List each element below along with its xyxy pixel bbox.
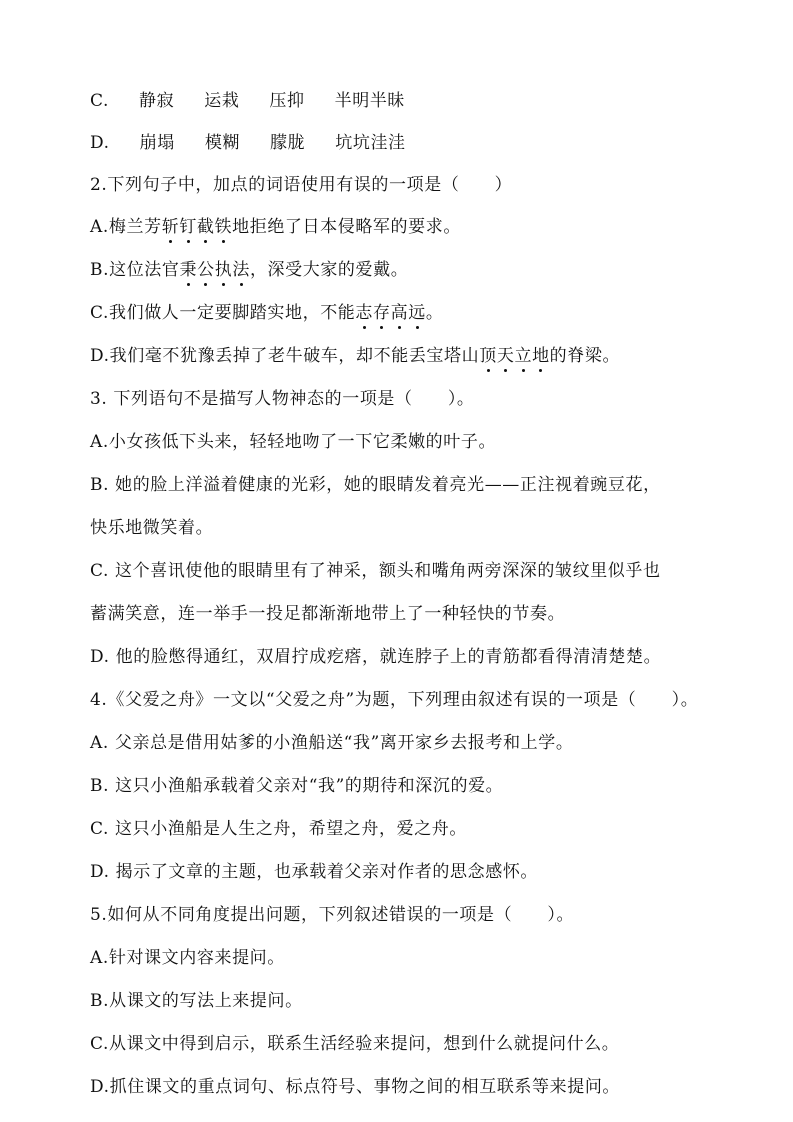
q1-option-c <box>90 86 435 111</box>
dotted-char: 法 <box>232 255 250 280</box>
q5-option-c: C.从课文中得到启示，联系生活经验来提问，想到什么就提问什么。 <box>90 1034 620 1054</box>
dotted-char: 铁 <box>215 212 233 237</box>
question-3-stem: 3. 下列语句不是描写人物神态的一项是（ ）。 <box>90 389 475 409</box>
question-5-stem: 5.如何从不同角度提出问题，下列叙述错误的一项是（ ）。 <box>90 905 575 925</box>
option-text: C.我们做人一定要脚踏实地，不能 <box>90 303 356 323</box>
dotted-char: 秉 <box>180 255 198 280</box>
q3-option-b-line2: 快乐地微笑着。 <box>90 518 214 538</box>
option-text: D.我们毫不犹豫丢掉了老牛破车，却不能丢宝塔山 <box>90 346 480 366</box>
question-2-stem: 2.下列句子中，加点的词语使用有误的一项是（ ） <box>90 175 513 195</box>
option-label: D. <box>90 133 110 153</box>
option-word: 模糊 <box>204 133 241 153</box>
dotted-char: 存 <box>373 298 391 323</box>
option-text: 地拒绝了日本侵略军的要求。 <box>232 217 461 237</box>
q5-option-a: A.针对课文内容来提问。 <box>90 948 285 968</box>
option-text: B.这位法官 <box>90 260 180 280</box>
dotted-char: 高 <box>391 298 409 323</box>
option-label: C. <box>90 91 110 111</box>
option-text: 。 <box>425 303 444 323</box>
q5-option-b: B.从课文的写法上来提问。 <box>90 991 303 1011</box>
dotted-char: 远 <box>408 298 426 323</box>
dotted-char: 截 <box>197 212 215 237</box>
dotted-char: 顶 <box>479 341 497 366</box>
q2-option-a <box>90 212 461 237</box>
dotted-char: 天 <box>497 341 515 366</box>
q4-option-a: A. 父亲总是借用姑爹的小渔船送“我”离开家乡去报考和上学。 <box>90 733 574 753</box>
option-text: A.梅兰芳 <box>90 217 162 237</box>
q3-option-d: D. 他的脸憋得通红，双眉拧成疙瘩，就连脖子上的青筋都看得清清楚楚。 <box>90 647 662 667</box>
option-word: 压抑 <box>269 91 305 111</box>
q3-option-a: A.小女孩低下头来，轻轻地吻了一下它柔嫩的叶子。 <box>90 432 497 452</box>
q4-option-b: B. 这只小渔船承载着父亲对“我”的期待和深沉的爱。 <box>90 776 504 796</box>
q3-option-c-line2: 蓄满笑意，连一举手一投足都渐渐地带上了一种轻快的节奏。 <box>90 604 566 624</box>
option-word: 崩塌 <box>139 133 175 153</box>
dotted-char: 立 <box>514 341 532 366</box>
dotted-char: 公 <box>197 255 215 280</box>
option-word: 半明半昧 <box>334 91 406 111</box>
dotted-char: 钉 <box>179 212 197 237</box>
dotted-char: 志 <box>355 298 373 323</box>
q3-option-c-line1: C. 这个喜讯使他的眼睛里有了神采，额头和嘴角两旁深深的皱纹里似乎也 <box>90 561 661 581</box>
option-word: 静寂 <box>139 91 175 111</box>
option-word: 运栽 <box>204 91 240 111</box>
q1-option-d <box>90 128 436 153</box>
q5-option-d: D.抓住课文的重点词句、标点符号、事物之间的相互联系等来提问。 <box>90 1077 621 1097</box>
q2-option-d <box>90 341 620 366</box>
option-text: ，深受大家的爱戴。 <box>249 260 409 280</box>
q3-option-b-line1: B. 她的脸上洋溢着健康的光彩，她的眼睛发着亮光——正注视着豌豆花， <box>90 475 661 495</box>
q2-option-c <box>90 298 443 323</box>
option-word: 坑坑洼洼 <box>335 133 406 153</box>
dotted-char: 地 <box>532 341 550 366</box>
question-4-stem: 4.《父爱之舟》一文以“父爱之舟”为题，下列理由叙述有误的一项是（ ）。 <box>90 690 699 710</box>
q4-option-c: C. 这只小渔船是人生之舟，希望之舟，爱之舟。 <box>90 819 468 839</box>
q2-option-b <box>90 255 408 280</box>
option-text: 的脊梁。 <box>549 346 621 366</box>
q4-option-d: D. 揭示了文章的主题，也承载着父亲对作者的思念感怀。 <box>90 862 539 882</box>
option-word: 朦胧 <box>270 133 306 153</box>
dotted-char: 斩 <box>162 212 180 237</box>
dotted-char: 执 <box>215 255 233 280</box>
